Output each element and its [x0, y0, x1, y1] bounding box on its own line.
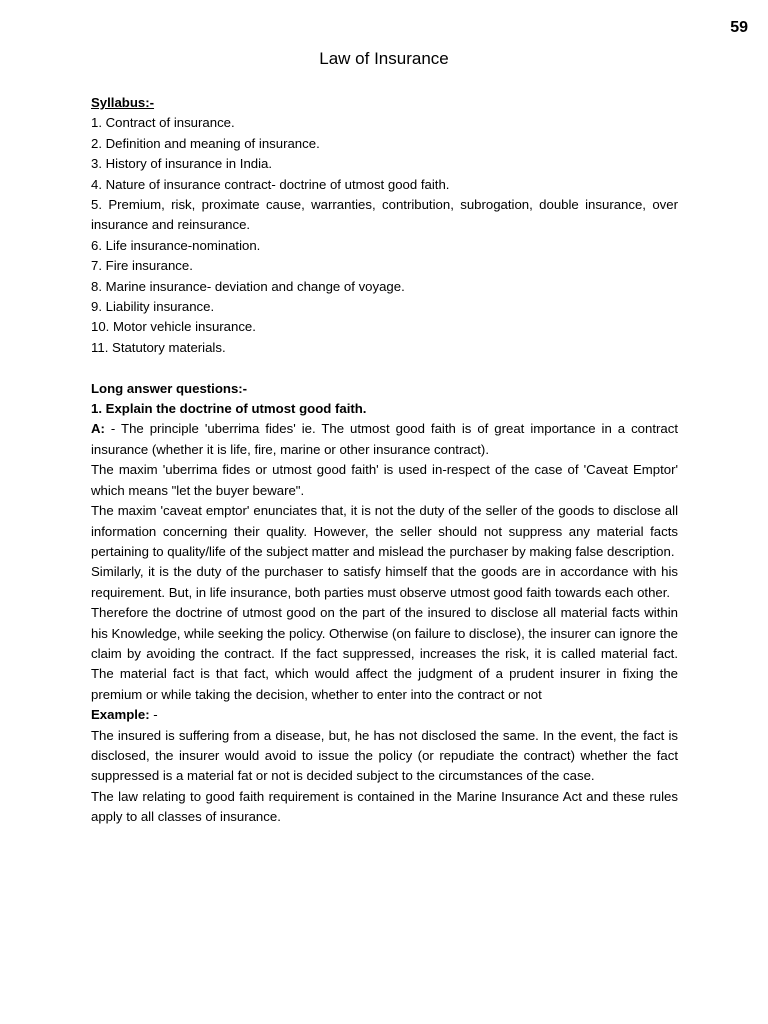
syllabus-item: 9. Liability insurance. — [91, 299, 215, 315]
syllabus-item: 2. Definition and meaning of insurance. — [91, 135, 320, 151]
answer-paragraph — [91, 419, 678, 460]
body-paragraph: Therefore the doctrine of utmost good on the part of the insured to disclose all material facts within his Knowledge, while seeking the policy. Otherwise (on failure to disclose), the insurer can ignore the claim by avoiding the contract. If the fact suppressed, increases the risk, it is called material fact. The material fact is that fact, which would affect the judgment of a prudent insurer in fixing the premium or while taking the decision, whether to enter into the contract or not — [91, 605, 678, 702]
long-answer-heading: Long answer questions:- — [91, 380, 248, 396]
page-number: 59 — [730, 19, 748, 36]
syllabus-item: 5. Premium, risk, proximate cause, warranties, contribution, subrogation, double insurance, over insurance and reinsurance. — [91, 197, 678, 233]
syllabus-item: 8. Marine insurance- deviation and change of voyage. — [91, 278, 405, 294]
spacer — [91, 358, 678, 378]
syllabus-item: 4. Nature of insurance contract- doctrine of utmost good faith. — [91, 176, 450, 192]
syllabus-item: 6. Life insurance-nomination. — [91, 237, 261, 253]
answer-label: A: — [91, 421, 105, 437]
question-heading: 1. Explain the doctrine of utmost good faith. — [91, 401, 367, 417]
body-paragraph: The maxim 'uberrima fides or utmost good faith' is used in-respect of the case of 'Caveat Emptor' which means "let the buyer beware". — [91, 462, 678, 498]
syllabus-item: 3. History of insurance in India. — [91, 156, 273, 172]
syllabus-item: 10. Motor vehicle insurance. — [91, 319, 256, 335]
answer-intro: - The principle 'uberrima fides' ie. The utmost good faith is of great importance in a contract insurance (whether it is life, fire, marine or other insurance contract). — [91, 421, 678, 457]
document-body — [91, 93, 678, 828]
example-label: Example: — [91, 707, 150, 723]
body-paragraph: The maxim 'caveat emptor' enunciates that, it is not the duty of the seller of the goods to disclose all information concerning their quality. However, the seller should not suppress any material facts pertaining to quality/life of the subject matter and mislead the purchaser by making false description. — [91, 503, 678, 559]
page-title: Law of Insurance — [319, 49, 449, 68]
example-heading — [91, 705, 678, 725]
example-paragraph: The law relating to good faith requirement is contained in the Marine Insurance Act and these rules apply to all classes of insurance. — [91, 788, 678, 825]
example-paragraph: The insured is suffering from a disease, but, he has not disclosed the same. In the event, the fact is disclosed, the insurer would avoid to issue the policy (or repudiate the contract) whether the fact suppressed is a material fat or not is decided subject to the circumstances of the case. — [91, 727, 678, 784]
syllabus-heading — [91, 93, 678, 113]
syllabus-heading-text: Syllabus:- — [91, 95, 155, 110]
syllabus-item: 11. Statutory materials. — [91, 339, 226, 355]
syllabus-item: 1. Contract of insurance. — [91, 115, 235, 131]
syllabus-item: 7. Fire insurance. — [91, 258, 193, 274]
example-suffix: - — [149, 707, 158, 723]
body-paragraph: Similarly, it is the duty of the purchaser to satisfy himself that the goods are in accordance with his requirement. But, in life insurance, both parties must observe utmost good faith towards each other. — [91, 564, 678, 600]
